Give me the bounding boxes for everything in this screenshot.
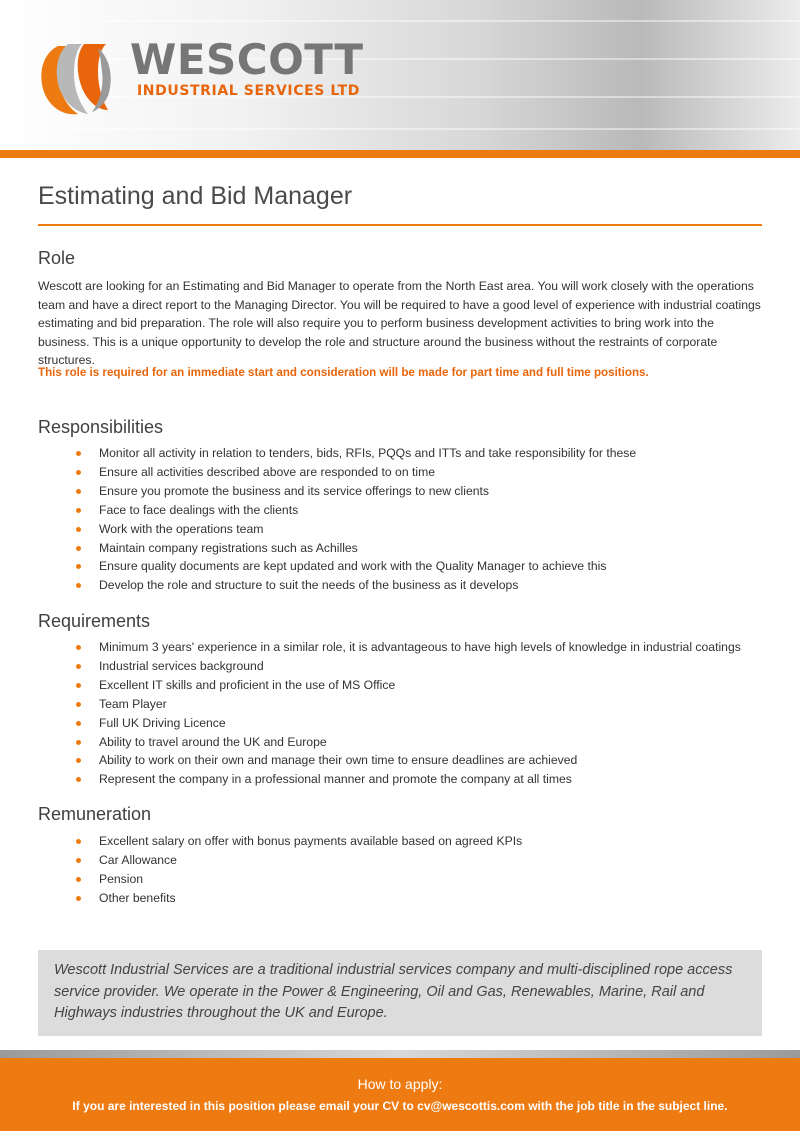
header-divider [0, 150, 800, 158]
list-item: Team Player [0, 695, 800, 714]
responsibilities-heading: Responsibilities [38, 417, 164, 437]
role-description: Wescott are looking for an Estimating and Bid Manager to operate from the North East area. You will work closely with the operations team and have a direct report to the Managing Director. You will be required to have a good level of experience with industrial coatings estimating and bid preparation. The role will also require you to perform business development activities to bring work into the business. This is a unique opportunity to develop the role and structure around the business without the restraints of corporate structures. [38, 279, 761, 367]
list-item: Ensure you promote the business and its service offerings to new clients [0, 482, 800, 501]
list-item: Other benefits [0, 889, 800, 908]
role-heading: Role [38, 248, 76, 268]
header-streak [0, 128, 800, 130]
requirements-heading: Requirements [38, 611, 151, 631]
list-item: Minimum 3 years' experience in a similar role, it is advantageous to have high levels of knowledge in industrial coatings [0, 638, 800, 657]
remuneration-heading: Remuneration [38, 804, 152, 824]
company-about-box [38, 950, 762, 1036]
title-divider [38, 224, 762, 226]
list-item: Maintain company registrations such as Achilles [0, 539, 800, 558]
role-highlight: This role is required for an immediate start and consideration will be made for part time and full time positions. [38, 366, 649, 379]
apply-heading: How to apply: [357, 1076, 443, 1092]
list-item: Ensure all activities described above are responded to on time [0, 463, 800, 482]
responsibilities-list [0, 444, 800, 595]
list-item: Excellent IT skills and proficient in the use of MS Office [0, 676, 800, 695]
header-streak [0, 58, 800, 60]
list-item: Ability to travel around the UK and Europe [0, 733, 800, 752]
header-streak [0, 20, 800, 22]
remuneration-list [0, 832, 800, 908]
list-item: Ensure quality documents are kept updated and work with the Quality Manager to achieve this [0, 557, 800, 576]
list-item: Represent the company in a professional manner and promote the company at all times [0, 770, 800, 789]
list-item: Monitor all activity in relation to tenders, bids, RFIs, PQQs and ITTs and take responsibility for these [0, 444, 800, 463]
list-item: Full UK Driving Licence [0, 714, 800, 733]
page-header [0, 0, 800, 150]
header-streak [0, 96, 800, 98]
list-item: Car Allowance [0, 851, 800, 870]
list-item: Face to face dealings with the clients [0, 501, 800, 520]
requirements-list [0, 638, 800, 789]
company-about-text: Wescott Industrial Services are a traditional industrial services company and multi-disciplined rope access service provider. We operate in the Power & Engineering, Oil and Gas, Renewables, Marine, Rail and Highways industries throughout the UK and Europe. [54, 962, 733, 1021]
brand-tagline: INDUSTRIAL SERVICES LTD [137, 83, 361, 99]
page-title: Estimating and Bid Manager [38, 182, 353, 210]
footer-divider [0, 1050, 800, 1058]
list-item: Ability to work on their own and manage their own time to ensure deadlines are achieved [0, 751, 800, 770]
list-item: Industrial services background [0, 657, 800, 676]
list-item: Excellent salary on offer with bonus payments available based on agreed KPIs [0, 832, 800, 851]
list-item: Develop the role and structure to suit the needs of the business as it develops [0, 576, 800, 595]
wescott-w-logo-icon [36, 40, 116, 118]
brand-name: WESCOTT [130, 35, 364, 84]
list-item: Pension [0, 870, 800, 889]
apply-instructions: If you are interested in this position please email your CV to cv@wescottis.com with the job title in the subject line. [72, 1099, 728, 1113]
list-item: Work with the operations team [0, 520, 800, 539]
apply-footer [0, 1058, 800, 1131]
